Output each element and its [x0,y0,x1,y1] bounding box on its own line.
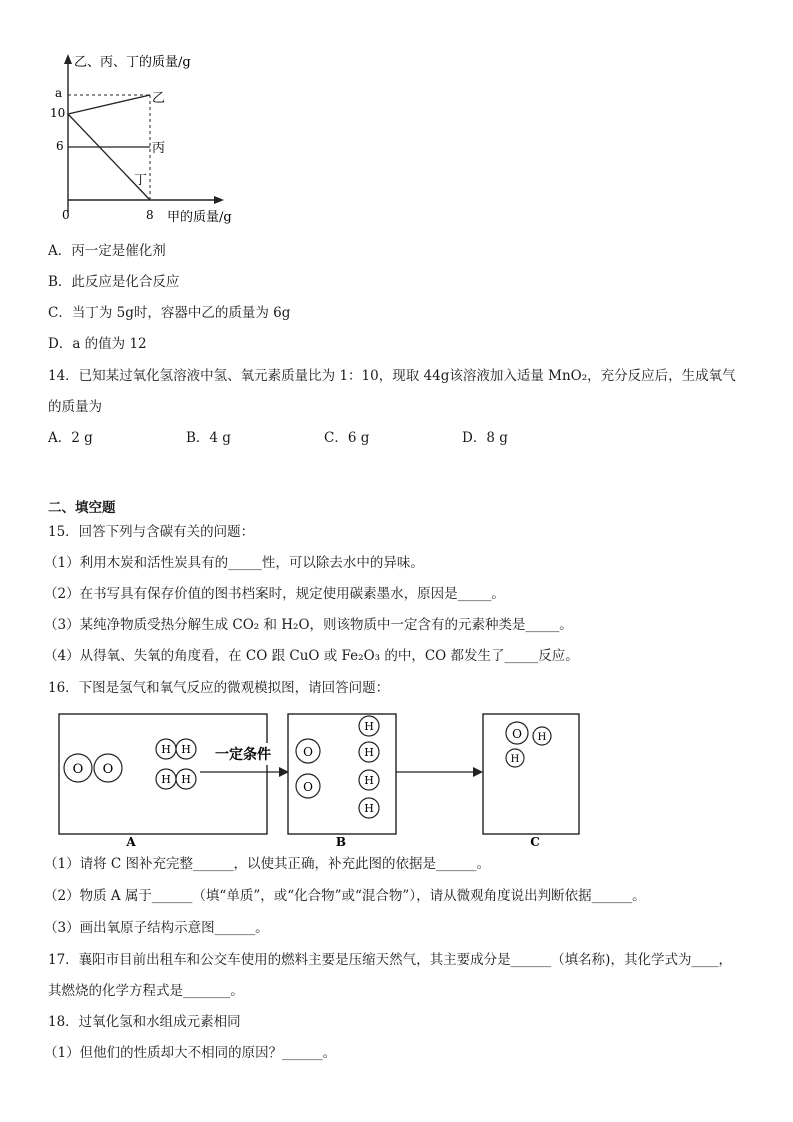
svg-text:H: H [161,773,171,786]
box-label-b: B [335,835,347,848]
h2-molecule-1 [156,739,196,759]
water-molecule [506,722,551,767]
q13-option-c: C．当丁为 5g时，容器中乙的质量为 6g [48,305,291,321]
q18-stem: 18．过氧化氢和水组成元素相同 [48,1014,241,1030]
q13-option-d: D．a 的值为 12 [48,336,147,352]
q13-option-a: A．丙一定是催化剂 [48,243,166,259]
y-axis-label: 乙、丙、丁的质量/g [74,55,191,70]
svg-text:O: O [303,780,313,794]
series-yi-line [68,95,150,114]
q18-item-1: （1）但他们的性质却大不相同的原因？______。 [44,1045,337,1061]
svg-text:O: O [72,762,84,777]
mass-graph [40,42,300,232]
box-c [483,714,579,834]
q16-item-2: （2）物质 A 属于______（填“单质”，或“化合物”或“混合物”），请从微观角度说出判断依据______。 [44,888,646,904]
x-tick-8: 8 [146,208,154,222]
q14-option-c: C．6 g [324,430,370,446]
o2-molecule [64,754,122,782]
x-axis-arrow [214,196,224,204]
box-label-c: C [530,835,540,848]
q13-option-b: B．此反应是化合反应 [48,274,180,290]
q16-item-3: （3）画出氧原子结构示意图______。 [44,920,269,936]
x-tick-0: 0 [62,208,70,222]
svg-text:H: H [161,743,171,756]
q14-option-a: A．2 g [48,430,93,446]
y-tick-10: 10 [50,106,66,120]
svg-text:H: H [364,746,374,759]
q14-option-d: D．8 g [462,430,508,446]
svg-text:O: O [303,745,313,759]
h-atoms-b [359,716,379,818]
x-axis-label: 甲的质量/g [167,210,232,225]
svg-text:H: H [510,754,520,765]
q15-item-2: （2）在书写具有保存价值的图书档案时，规定使用碳素墨水，原因是_____。 [44,586,505,602]
y-axis-arrow [64,54,72,64]
q17-line1: 17．襄阳市目前出租车和公交车使用的燃料主要是压缩天然气，其主要成分是______（填名称)，其化学式为____， [48,952,732,968]
y-tick-a: a [55,86,63,100]
q14-stem-line1: 14．已知某过氧化氢溶液中氢、氧元素质量比为 1：10，现取 44g该溶液加入适量 MnO₂，充分反应后，生成氧气 [48,368,736,384]
svg-text:H: H [364,802,374,815]
reaction-diagram [55,708,615,848]
svg-text:O: O [512,727,522,741]
svg-text:H: H [181,773,191,786]
q15-item-4: （4）从得氧、失氧的角度看，在 CO 跟 CuO 或 Fe₂O₃ 的中，CO 都发生了_____反应。 [44,648,579,664]
series-ding-label: 丁 [134,173,148,188]
svg-text:H: H [537,732,547,743]
q15-item-1: （1）利用木炭和活性炭具有的_____性，可以除去水中的异味。 [44,555,424,571]
arrow-label: 一定条件 [215,747,271,763]
series-bing-label: 丙 [152,141,166,156]
q16-item-1: （1）请将 C 图补充完整______，以使其正确，补充此图的依据是______。 [44,856,491,872]
q16-stem: 16．下图是氢气和氧气反应的微观模拟图，请回答问题： [48,680,390,696]
svg-text:H: H [364,720,374,733]
y-tick-6: 6 [56,139,64,153]
q14-stem-line2: 的质量为 [48,399,102,415]
section-title: 二、填空题 [48,500,116,516]
o-atoms-b [296,739,320,798]
svg-text:O: O [102,762,114,777]
svg-text:H: H [181,743,191,756]
h2-molecule-2 [156,769,196,789]
q15-stem: 15．回答下列与含碳有关的问题： [48,524,255,540]
q17-line2: 其燃烧的化学方程式是_______。 [48,983,244,999]
q15-item-3: （3）某纯净物质受热分解生成 CO₂ 和 H₂O，则该物质中一定含有的元素种类是_____。 [44,617,573,633]
box-label-a: A [126,835,136,848]
svg-text:H: H [364,774,374,787]
q14-option-b: B．4 g [186,430,231,446]
series-yi-label: 乙 [152,91,166,106]
